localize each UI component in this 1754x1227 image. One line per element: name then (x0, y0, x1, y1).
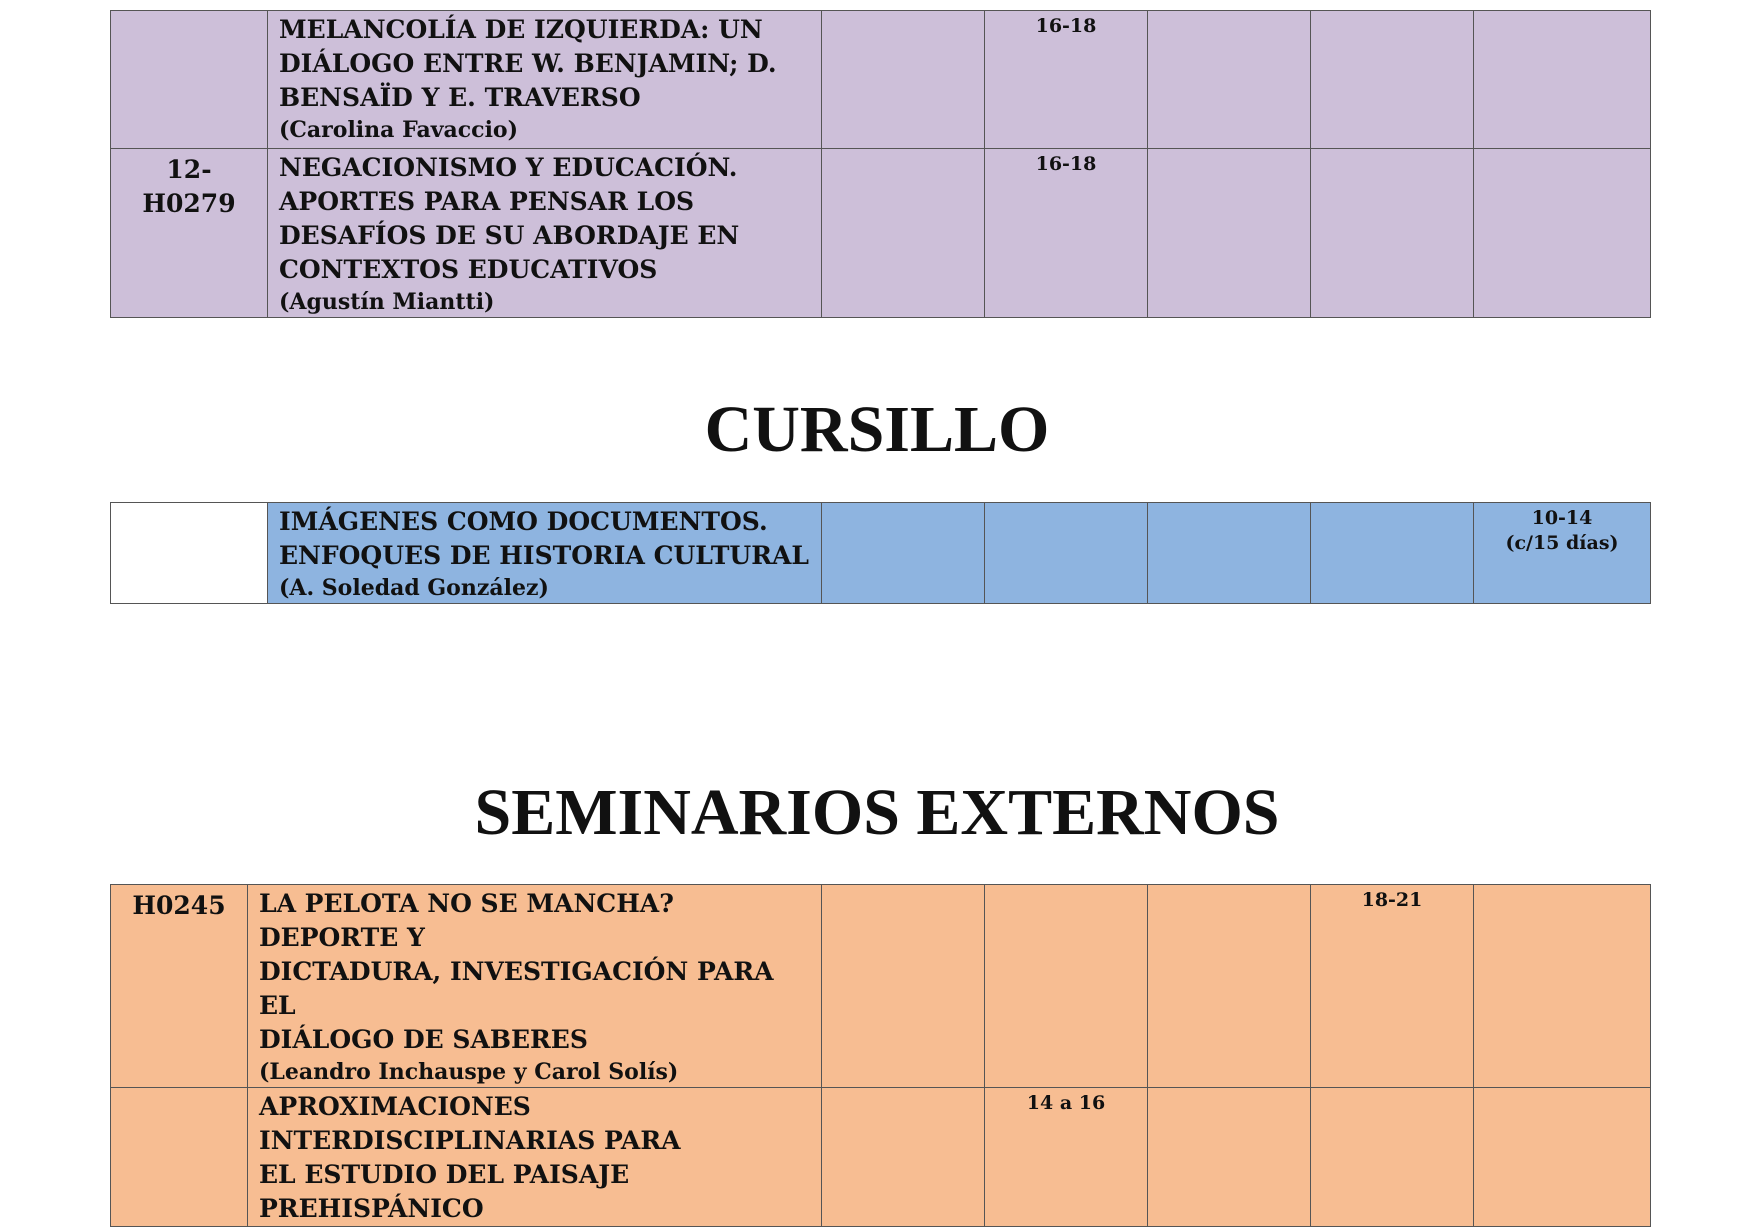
schedule-cell (822, 503, 985, 604)
course-code (111, 503, 268, 604)
course-author: (Agustín Miantti) (279, 289, 495, 315)
schedule-cell (1148, 149, 1311, 318)
table-row (111, 885, 1651, 1088)
course-author: (Carolina Favaccio) (279, 117, 519, 143)
section-heading-cursillo: CURSILLO (704, 393, 1050, 466)
section-heading-seminarios-externos: SEMINARIOS EXTERNOS (474, 776, 1280, 849)
schedule-cell: 14 a 16 (985, 1088, 1148, 1227)
course-title: LA PELOTA NO SE MANCHA? DEPORTE Y DICTADURA, INVESTIGACIÓN PARA EL DIÁLOGO DE SABERES (259, 889, 774, 1054)
seminarios-externos-table (110, 884, 1651, 1227)
schedule-cell (822, 149, 985, 318)
course-title: IMÁGENES COMO DOCUMENTOS. ENFOQUES DE HISTORIA CULTURAL (279, 507, 809, 570)
schedule-cell (985, 885, 1148, 1088)
course-code (111, 11, 268, 149)
schedule-cell (822, 11, 985, 149)
course-title: MELANCOLÍA DE IZQUIERDA: UN DIÁLOGO ENTRE W. BENJAMIN; D. BENSAÏD Y E. TRAVERSO (279, 15, 777, 112)
schedule-cell (1474, 885, 1651, 1088)
schedule-cell (1474, 1088, 1651, 1227)
schedule-cell (1311, 503, 1474, 604)
schedule-cell (1311, 11, 1474, 149)
course-author: (A. Soledad González) (279, 575, 549, 601)
schedule-cell (1148, 11, 1311, 149)
table-row (111, 1088, 1651, 1227)
schedule-cell (1311, 1088, 1474, 1227)
schedule-cell: 16-18 (985, 11, 1148, 149)
table-row (111, 11, 1651, 149)
course-code: H0245 (111, 885, 248, 1088)
course-code (111, 1088, 248, 1227)
schedule-cell (1474, 11, 1651, 149)
course-title: APROXIMACIONES INTERDISCIPLINARIAS PARA EL ESTUDIO DEL PAISAJE PREHISPÁNICO (259, 1092, 681, 1223)
schedule-cell (1311, 149, 1474, 318)
schedule-cell (1148, 1088, 1311, 1227)
schedule-cell (1148, 885, 1311, 1088)
course-code: 12- H0279 (111, 149, 268, 318)
schedule-cell (822, 1088, 985, 1227)
schedule-cell: 10-14 (c/15 días) (1474, 503, 1651, 604)
cursillo-table (110, 502, 1651, 604)
schedule-cell (985, 503, 1148, 604)
schedule-cell (822, 885, 985, 1088)
top-seminar-table (110, 10, 1651, 318)
course-author: (Leandro Inchauspe y Carol Solís) (259, 1059, 679, 1085)
schedule-cell: 16-18 (985, 149, 1148, 318)
schedule-cell (1148, 503, 1311, 604)
schedule-cell (1474, 149, 1651, 318)
table-row (111, 149, 1651, 318)
schedule-cell: 18-21 (1311, 885, 1474, 1088)
course-title: NEGACIONISMO Y EDUCACIÓN. APORTES PARA PENSAR LOS DESAFÍOS DE SU ABORDAJE EN CONTEXTOS EDUCATIVOS (279, 153, 740, 284)
table-row (111, 503, 1651, 604)
